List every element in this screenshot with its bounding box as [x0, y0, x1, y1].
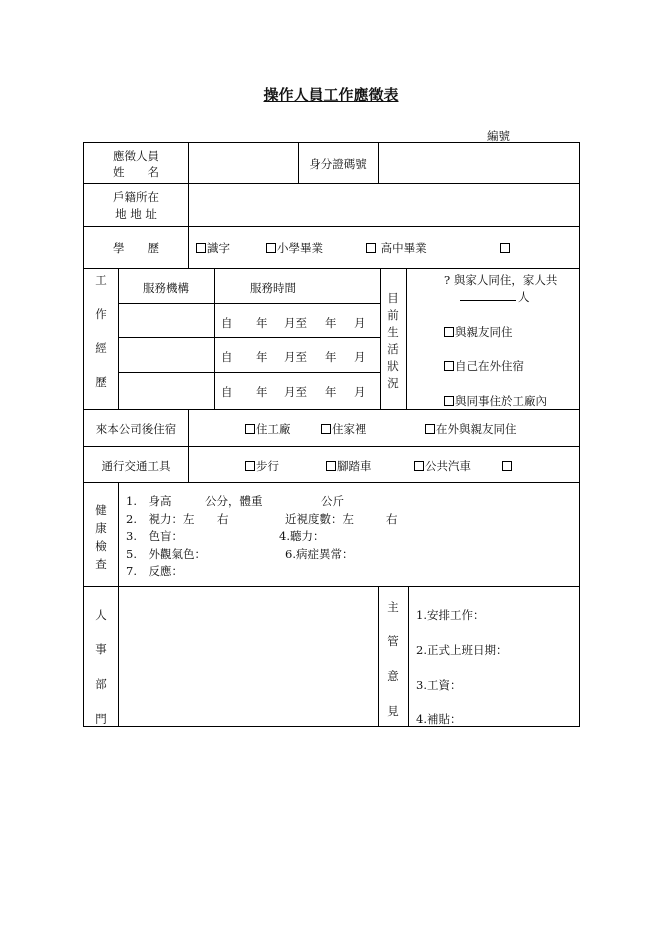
row-divider — [118, 303, 380, 304]
hr-label-char: 人 — [95, 608, 107, 622]
hr-notes-field[interactable] — [120, 588, 376, 724]
org-field[interactable] — [120, 305, 212, 335]
col-divider — [188, 143, 189, 268]
lodging-label: 來本公司後住宿 — [95, 422, 177, 436]
checkbox-icon — [502, 461, 512, 471]
height-label: 1. 身高 — [126, 494, 172, 508]
work-history-label-char: 作 — [95, 307, 107, 321]
myopia-label: 近視度數：左 — [285, 512, 354, 526]
time-month-label: 月 — [354, 385, 366, 399]
checkbox-icon — [266, 243, 276, 253]
col-divider — [188, 409, 189, 482]
time-from-label: 自 — [221, 316, 233, 330]
time-from-label: 自 — [221, 385, 233, 399]
hr-label-char: 部 — [95, 677, 107, 691]
name-label: 應徵人員 — [113, 149, 159, 163]
time-month-label: 月 — [354, 316, 366, 330]
living-label-char: 目 — [387, 291, 399, 305]
checkbox-icon — [444, 396, 454, 406]
living-label-char: 狀 — [387, 359, 399, 373]
time-from-label: 自 — [221, 350, 233, 364]
allowance-label: 4.補貼： — [416, 712, 462, 726]
time-year-label: 年 — [256, 385, 268, 399]
col-divider — [406, 268, 407, 409]
wage-label: 3.工資： — [416, 678, 462, 692]
reaction-label: 7. 反應： — [126, 564, 183, 578]
living-option-colleague[interactable]: 與同事住於工廠內 — [444, 394, 547, 408]
time-month-label: 月 — [354, 350, 366, 364]
work-history-label-char: 歷 — [95, 375, 107, 389]
row-divider — [84, 586, 579, 587]
org-field[interactable] — [120, 374, 212, 407]
color-blind-label: 3. 色盲： — [126, 529, 183, 543]
col-divider — [118, 482, 119, 726]
form-title: 操作人員工作應徵表 — [263, 86, 399, 104]
education-option-highschool[interactable]: 高中畢業 — [366, 241, 427, 255]
checkbox-icon — [414, 461, 424, 471]
time-year-label: 年 — [325, 385, 337, 399]
checkbox-icon — [321, 424, 331, 434]
id-number-field[interactable] — [380, 145, 576, 181]
health-label-char: 康 — [95, 521, 107, 535]
row-divider — [84, 409, 579, 410]
checkbox-icon — [500, 243, 510, 253]
row-divider — [84, 268, 579, 269]
supervisor-label-char: 主 — [387, 600, 399, 614]
name-field[interactable] — [190, 145, 296, 181]
supervisor-label-char: 見 — [387, 704, 399, 718]
education-label: 學 歷 — [113, 241, 159, 255]
time-year-label: 年 — [325, 350, 337, 364]
checkbox-icon — [444, 361, 454, 371]
start-date-label: 2.正式上班日期： — [416, 643, 508, 657]
health-label-char: 檢 — [95, 539, 107, 553]
id-number-label: 身分證碼號 — [309, 157, 367, 171]
time-year-label: 年 — [325, 316, 337, 330]
checkbox-icon — [326, 461, 336, 471]
health-label-char: 查 — [95, 557, 107, 571]
work-history-label-char: 經 — [95, 341, 107, 355]
checkbox-icon — [245, 461, 255, 471]
hr-label-char: 門 — [95, 712, 107, 726]
row-divider — [84, 226, 579, 227]
lodging-option-factory[interactable]: 住工廠 — [245, 422, 291, 436]
living-option-alone[interactable]: 自己在外住宿 — [444, 359, 524, 373]
complexion-label: 5. 外觀氣色： — [126, 547, 206, 561]
work-history-label-char: 工 — [95, 273, 107, 287]
symptoms-label: 6.病症異常： — [285, 547, 354, 561]
health-label-char: 健 — [95, 503, 107, 517]
transport-option-other[interactable] — [502, 459, 513, 473]
row-divider — [84, 446, 579, 447]
time-header: 服務時間 — [250, 281, 296, 295]
address-label: 地 地 址 — [115, 207, 157, 221]
col-divider — [408, 586, 409, 726]
transport-option-bicycle[interactable]: 腳踏車 — [326, 459, 372, 473]
living-label-char: 活 — [387, 342, 399, 356]
vision-label: 2. 視力：左 — [126, 512, 195, 526]
supervisor-label-char: 意 — [387, 669, 399, 683]
weight-label: 公分，體重 — [205, 494, 263, 508]
address-field[interactable] — [190, 186, 576, 224]
work-assignment-label: 1.安排工作： — [416, 608, 485, 622]
checkbox-icon — [366, 243, 376, 253]
family-count-field[interactable]: 人 — [458, 290, 530, 304]
time-month-to-label: 月至 — [284, 316, 307, 330]
living-label-char: 生 — [387, 325, 399, 339]
hearing-label: 4.聽力： — [279, 529, 325, 543]
org-header: 服務機構 — [143, 281, 189, 295]
row-divider — [118, 372, 380, 373]
row-divider — [84, 183, 579, 184]
supervisor-label-char: 管 — [387, 634, 399, 648]
education-option-primary[interactable]: 小學畢業 — [266, 241, 323, 255]
address-label: 戶籍所在 — [113, 190, 159, 204]
col-divider — [378, 143, 379, 183]
lodging-option-home[interactable]: 住家裡 — [321, 422, 367, 436]
checkbox-icon — [425, 424, 435, 434]
time-year-label: 年 — [256, 350, 268, 364]
name-label: 姓 名 — [113, 165, 159, 179]
checkbox-icon — [245, 424, 255, 434]
blank-line — [460, 290, 516, 301]
transport-option-walk[interactable]: 步行 — [245, 459, 279, 473]
serial-number-label: 編號 — [487, 129, 510, 143]
application-form-table — [83, 142, 580, 727]
time-year-label: 年 — [256, 316, 268, 330]
row-divider — [84, 482, 579, 483]
hr-label-char: 事 — [95, 642, 107, 656]
weight-unit-label: 公斤 — [321, 494, 344, 508]
vision-right-label: 右 — [217, 512, 229, 526]
living-label-char: 況 — [387, 376, 399, 390]
time-month-to-label: 月至 — [284, 385, 307, 399]
living-option-family[interactable]: ? 與家人同住，家人共 — [444, 273, 558, 287]
time-month-to-label: 月至 — [284, 350, 307, 364]
org-field[interactable] — [120, 339, 212, 370]
checkbox-icon — [196, 243, 206, 253]
transport-option-bus[interactable]: 公共汽車 — [414, 459, 471, 473]
col-divider — [214, 268, 215, 409]
row-divider — [118, 337, 380, 338]
transport-label: 通行交通工具 — [101, 459, 171, 473]
checkbox-icon — [444, 327, 454, 337]
living-label-char: 前 — [387, 308, 399, 322]
education-option-literate[interactable]: 識字 — [196, 241, 230, 255]
education-option-other[interactable] — [500, 241, 511, 255]
lodging-option-friends[interactable]: 在外與親友同住 — [425, 422, 517, 436]
myopia-right-label: 右 — [386, 512, 398, 526]
living-option-friends[interactable]: 與親友同住 — [444, 325, 513, 339]
